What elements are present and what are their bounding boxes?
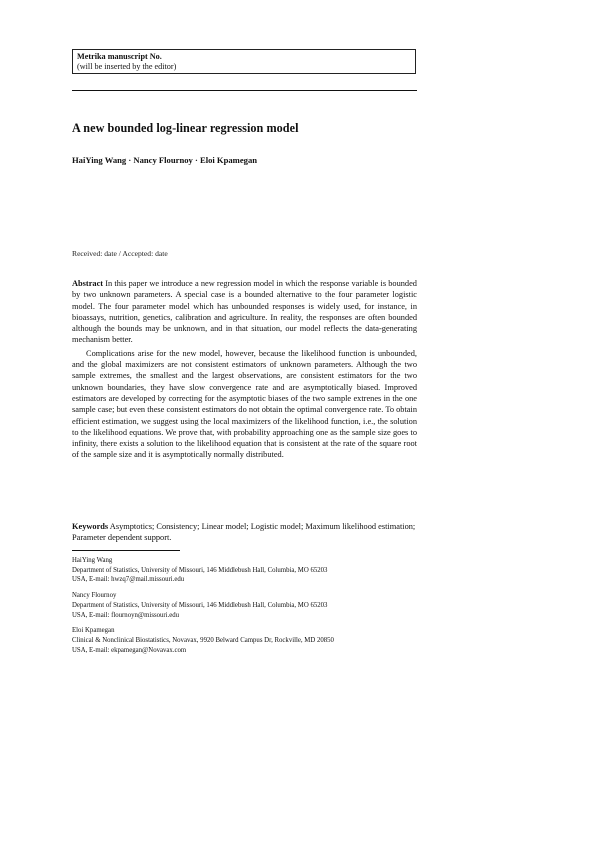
abstract-paragraph-1 <box>72 278 417 346</box>
affiliation-entry <box>72 556 417 585</box>
affiliation-email: USA, E-mail: ekpamegan@Novavax.com <box>72 646 187 654</box>
author-list: HaiYing Wang · Nancy Flournoy · Eloi Kpamegan <box>72 155 258 165</box>
abstract-section <box>72 278 417 461</box>
affiliation-address: Department of Statistics, University of Missouri, 146 Middlebush Hall, Columbia, MO 65203 <box>72 601 328 609</box>
affiliation-email: USA, E-mail: hwzq7@mail.missouri.edu <box>72 576 185 584</box>
affiliation-name: Eloi Kpamegan <box>72 627 115 635</box>
abstract-label: Abstract <box>72 279 104 288</box>
keywords-section <box>72 521 417 544</box>
keywords-text: Asymptotics; Consistency; Linear model; Logistic model; Maximum likelihood estimation; Parameter dependent support. <box>72 522 416 543</box>
affiliation-email: USA, E-mail: flournoyn@missouri.edu <box>72 611 180 619</box>
journal-line: Metrika manuscript No. <box>77 52 162 61</box>
affiliation-entry <box>72 626 417 655</box>
abstract-text-1: In this paper we introduce a new regression model in which the response variable is bounded by two unknown parameters. A special case is a bounded alternative to the four parameter logistic model. The four parameter model which has unbounded responses is widely used, for instance, in bioassays, nutrition, genetics, calibration and agriculture. In reality, the responses are often bounded although the bounds may be unknown, and in that situation, our model reflects the data-generating mechanism better. <box>72 279 417 345</box>
affiliation-address: Clinical & Nonclinical Biostatistics, Novavax, 9920 Belward Campus Dr, Rockville, MD 20850 <box>72 636 334 644</box>
received-date: Received: date / Accepted: date <box>72 249 168 258</box>
affiliation-name: HaiYing Wang <box>72 557 113 564</box>
editor-note-box <box>72 49 416 74</box>
abstract-paragraph-2: Complications arise for the new model, however, because the likelihood function is unbounded, and the global maximizers are not consistent estimators of unknown parameters. Although the two sample extremes, the smallest and the largest observations, are consistent estimators for the two unknown boundaries, they have slow convergence rate and are asymptotically biased. Improved estimators are developed by correcting for the asymptotic biases of the two sample extrenes in the one sample case; but even these consistent estimators do not obtain the optimal convergence rate. To obtain efficient estimation, we suggest using the local maximizers of the likelihood function, i.e., the solution to the likelihood equations. We prove that, with probability approaching one as the sample size goes to infinity, there exists a solution to the likelihood equation that is consistent at the rate of the square root of the sample size and it is asymptotically normally distributed. <box>72 348 417 460</box>
affiliations <box>72 556 417 661</box>
affiliation-address: Department of Statistics, University of Missouri, 146 Middlebush Hall, Columbia, MO 65203 <box>72 566 328 574</box>
keywords-label: Keywords <box>72 522 109 531</box>
editor-note: (will be inserted by the editor) <box>77 62 177 72</box>
header-rule <box>72 90 417 91</box>
footnote-rule <box>72 550 180 551</box>
paper-title: A new bounded log-linear regression model <box>72 121 299 135</box>
affiliation-entry <box>72 591 417 620</box>
affiliation-name: Nancy Flournoy <box>72 592 117 600</box>
